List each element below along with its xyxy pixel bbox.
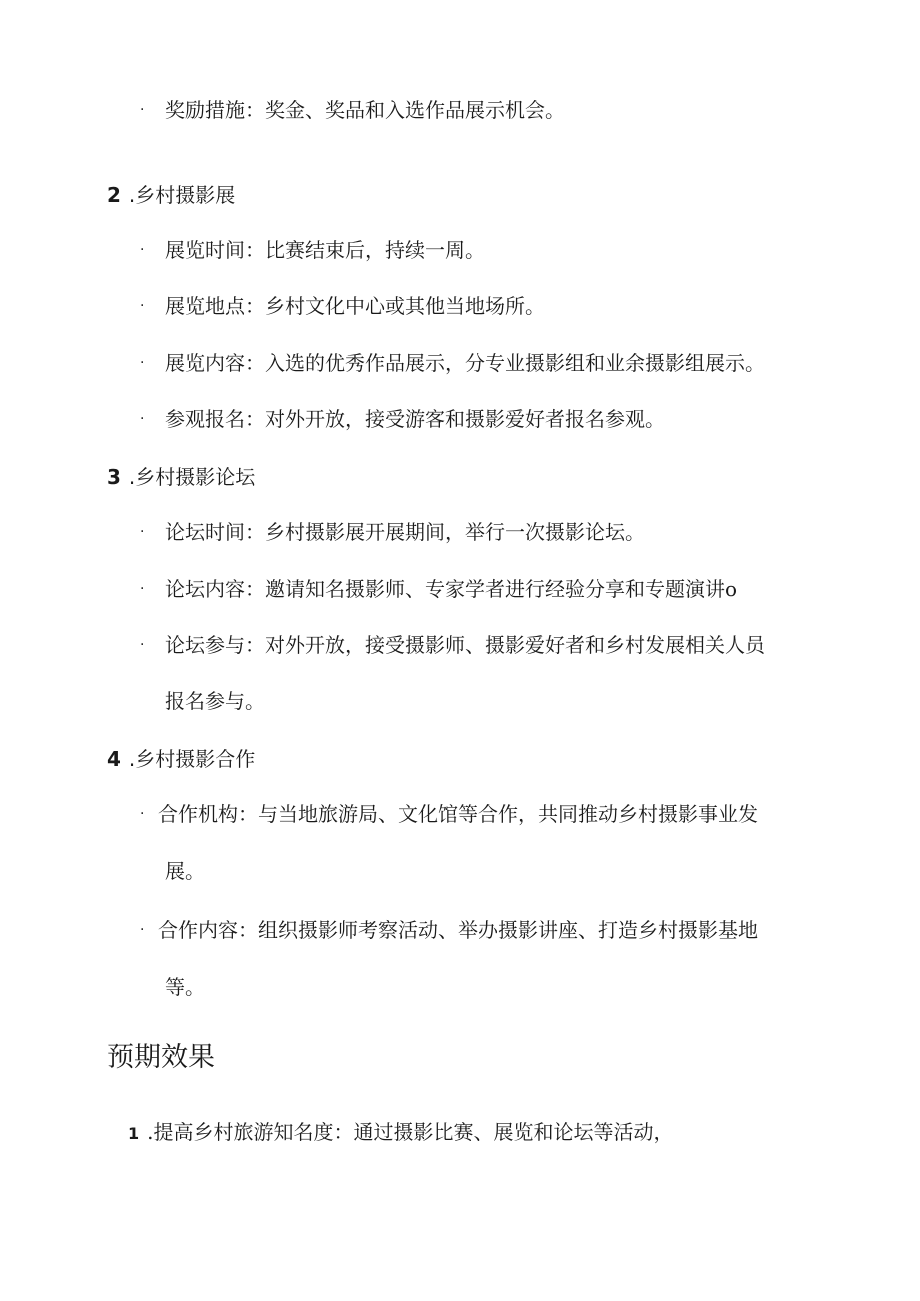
bullet-text: 合作机构：与当地旅游局、文化馆等合作，共同推动乡村摄影事业发: [158, 802, 758, 826]
bullet-text: 奖励措施：奖金、奖品和入选作品展示机会。: [165, 98, 565, 122]
bullet-text: 论坛参与：对外开放，接受摄影师、摄影爱好者和乡村发展相关人员: [165, 633, 765, 657]
section-number: 2: [107, 183, 121, 207]
numbered-item: [128, 1118, 674, 1148]
bullet-dot: ·: [140, 355, 145, 371]
section-title: .乡村摄影论坛: [128, 465, 256, 489]
bullet-text: 论坛时间：乡村摄影展开展期间，举行一次摄影论坛。: [165, 520, 645, 544]
item-number: 1: [128, 1124, 140, 1143]
bullet-dot: ·: [140, 806, 145, 822]
section-number: 3: [107, 465, 121, 489]
bullet-text-continuation: 报名参与。: [165, 689, 265, 713]
section-heading-4: [107, 745, 255, 773]
bullet-dot: ·: [140, 298, 145, 314]
bullet-text: 展览地点：乡村文化中心或其他当地场所。: [165, 294, 545, 318]
section-title: .乡村摄影展: [128, 183, 236, 207]
bullet-text-continuation: 等。: [165, 975, 205, 999]
bullet-text: 展览时间：比赛结束后，持续一周。: [165, 238, 485, 262]
section-title: .乡村摄影合作: [128, 747, 256, 771]
section-heading-2: [107, 181, 235, 209]
bullet-text: 合作内容：组织摄影师考察活动、举办摄影讲座、打造乡村摄影基地: [158, 918, 758, 942]
bullet-dot: ·: [140, 922, 145, 938]
bullet-dot: ·: [140, 637, 145, 653]
bullet-text: 参观报名：对外开放，接受游客和摄影爱好者报名参观。: [165, 407, 665, 431]
section-title-expected-effects: 预期效果: [107, 1042, 215, 1073]
item-text: .提高乡村旅游知名度：通过摄影比赛、展览和论坛等活动，: [147, 1120, 674, 1144]
bullet-text: 展览内容：入选的优秀作品展示，分专业摄影组和业余摄影组展示。: [165, 351, 765, 375]
bullet-text-continuation: 展。: [165, 859, 205, 883]
section-number: 4: [107, 747, 121, 771]
bullet-dot: ·: [140, 411, 145, 427]
bullet-dot: ·: [140, 242, 145, 258]
section-heading-3: [107, 463, 255, 491]
bullet-dot: ·: [140, 102, 145, 118]
bullet-dot: ·: [140, 581, 145, 597]
bullet-dot: ·: [140, 524, 145, 540]
bullet-text: 论坛内容：邀请知名摄影师、专家学者进行经验分享和专题演讲o: [165, 577, 738, 601]
